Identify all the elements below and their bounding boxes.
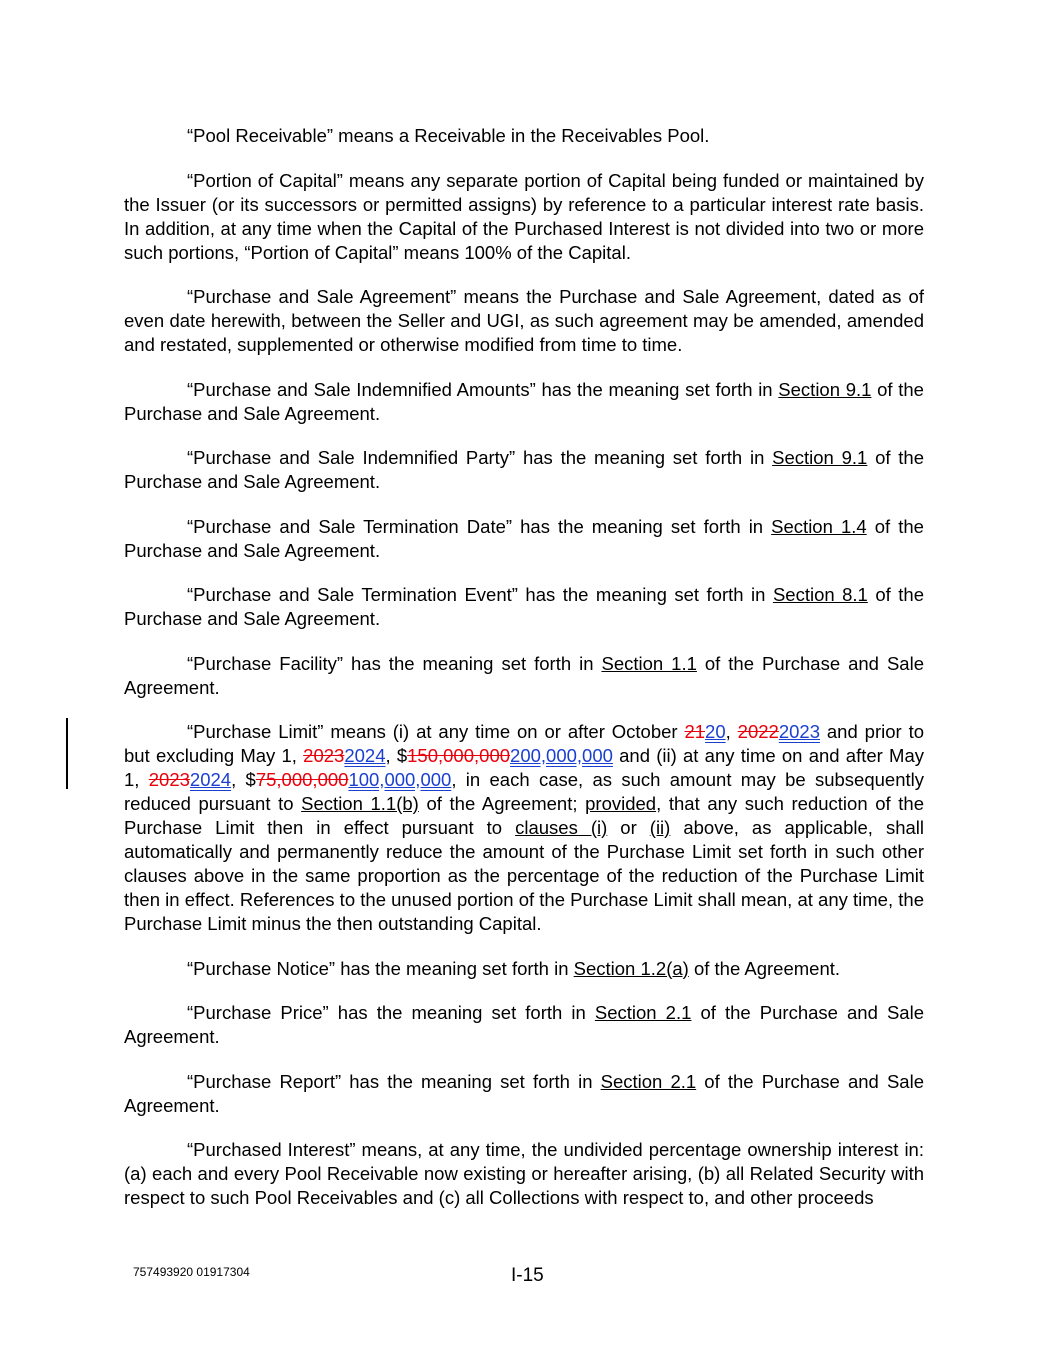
deleted-text: 75,000,000 <box>255 769 349 790</box>
definition-purchase-and-sale-termination-event: “Purchase and Sale Termination Event” has the meaning set forth in Section 8.1 of the Purchase and Sale Agreement. <box>124 584 924 629</box>
definition-purchase-and-sale-indemnified-amounts: “Purchase and Sale Indemnified Amounts” has the meaning set forth in Section 9.1 of the Purchase and Sale Agreement. <box>124 378 924 424</box>
section-reference: Section 9.1 <box>772 447 868 468</box>
document-id: 757493920 01917304 <box>133 1265 250 1279</box>
section-reference: Section 9.1 <box>778 378 872 400</box>
clause-reference: clauses (i) <box>515 817 608 838</box>
section-reference: Section 1.4 <box>771 515 867 537</box>
deleted-text: 2023 <box>303 745 345 766</box>
section-reference: Section 1.2(a) <box>573 957 689 979</box>
deleted-text: 2022 <box>737 721 779 742</box>
provided-term: provided <box>585 793 657 814</box>
definition-purchase-and-sale-indemnified-party: “Purchase and Sale Indemnified Party” has the meaning set forth in Section 9.1 of the Purchase and Sale Agreement. <box>124 447 924 492</box>
inserted-text: 2024 <box>344 745 386 766</box>
definition-pool-receivable: “Pool Receivable” means a Receivable in the Receivables Pool. <box>187 125 710 146</box>
definition-purchase-and-sale-termination-date: “Purchase and Sale Termination Date” has the meaning set forth in Section 1.4 of the Purchase and Sale Agreement. <box>124 515 924 561</box>
deleted-text: 2023 <box>148 769 190 790</box>
revision-change-bar <box>66 718 68 789</box>
section-reference: Section 1.1 <box>601 652 697 674</box>
inserted-text: 20 <box>705 721 726 742</box>
definition-purchase-and-sale-agreement: “Purchase and Sale Agreement” means the Purchase and Sale Agreement, dated as of even date herewith, between the Seller and UGI, as such agreement may be amended, amended and restated, supplemented or otherwise modified from time to time. <box>124 286 924 355</box>
section-reference: Section 2.1 <box>600 1070 697 1092</box>
inserted-text: 100,000,000 <box>348 769 452 790</box>
deleted-text: 150,000,000 <box>407 745 511 766</box>
section-reference: Section 2.1 <box>594 1002 692 1023</box>
definition-portion-of-capital: “Portion of Capital” means any separate portion of Capital being funded or maintained by the Issuer (or its successors or permitted assigns) by reference to a particular interest rate basis. In addition, at any time when the Capital of the Purchased Interest is not divided into two or more such portions, “Portion of Capital” means 100% of the Capital. <box>124 169 924 263</box>
clause-reference: (ii) <box>649 817 671 838</box>
definition-purchase-price: “Purchase Price” has the meaning set forth in Section 2.1 of the Purchase and Sale Agreement. <box>124 1002 924 1047</box>
inserted-text: 2023 <box>778 721 820 742</box>
deleted-text: 21 <box>684 721 706 742</box>
definition-purchase-report: “Purchase Report” has the meaning set forth in Section 2.1 of the Purchase and Sale Agreement. <box>124 1070 924 1116</box>
section-reference: Section 8.1 <box>772 584 868 605</box>
definition-purchase-facility: “Purchase Facility” has the meaning set forth in Section 1.1 of the Purchase and Sale Agreement. <box>124 652 924 698</box>
document-page <box>124 124 924 1231</box>
section-reference: Section 1.1(b) <box>301 793 419 814</box>
definition-purchased-interest: “Purchased Interest” means, at any time, the undivided percentage ownership interest in: (a) each and every Pool Receivable now existing or hereafter arising, (b) all Related Security with respect to such Pool Receivables and (c) all Collections with respect to, and other proceeds <box>124 1139 924 1208</box>
page-number: I-15 <box>511 1265 544 1286</box>
definition-purchase-notice: “Purchase Notice” has the meaning set forth in Section 1.2(a) of the Agreement. <box>187 957 841 979</box>
inserted-text: 200,000,000 <box>510 745 613 766</box>
inserted-text: 2024 <box>189 769 232 790</box>
definition-purchase-limit: “Purchase Limit” means (i) at any time on or after October 2120, 20222023 and prior to but excluding May 1, 20232024, $150,000,000200,000,000 and (ii) at any time on and after May 1, 20232024, $75,000,000100,000,000, in each case, as such amount may be subsequently reduced pursuant to Section 1.1(b) of the Agreement; provided, that any such reduction of the Purchase Limit then in effect pursuant to clauses (i) or (ii) above, as applicable, shall automatically and permanently reduce the amount of the Purchase Limit set forth in such other clauses above in the same proportion as the percentage of the reduction of the Purchase Limit then in effect. References to the unused portion of the Purchase Limit shall mean, at any time, the Purchase Limit minus the then outstanding Capital. <box>124 721 925 934</box>
